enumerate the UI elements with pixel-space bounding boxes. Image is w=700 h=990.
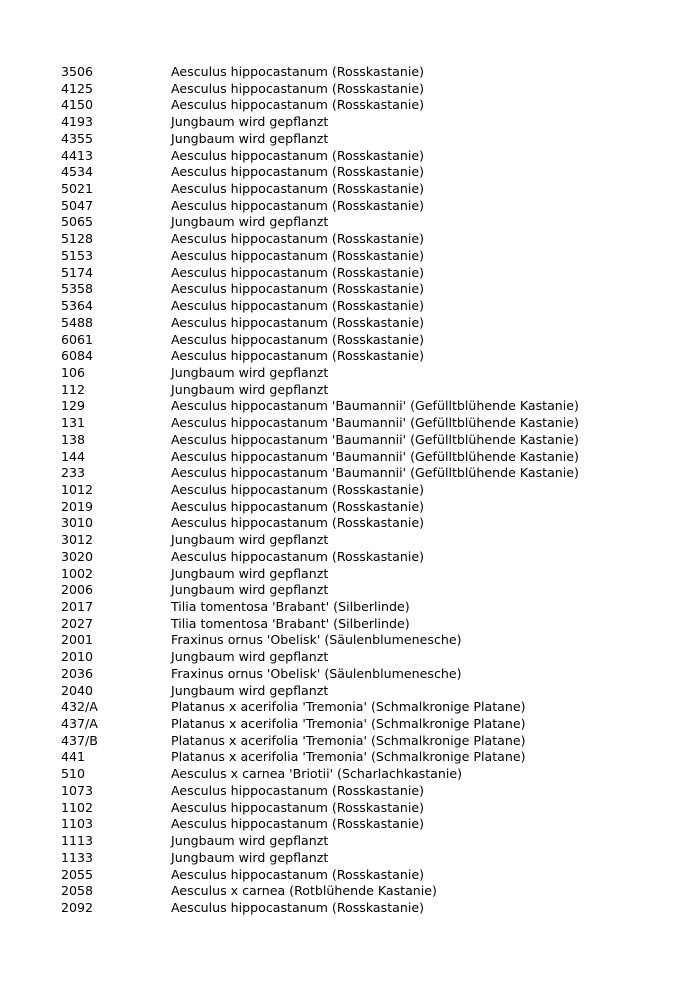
tree-number: 6084: [61, 348, 94, 364]
tree-number: 4193: [61, 114, 94, 130]
table-row: [61, 666, 661, 683]
tree-species: Aesculus x carnea 'Briotii' (Scharlachkastanie): [171, 766, 463, 782]
tree-species: Platanus x acerifolia 'Tremonia' (Schmalkronige Platane): [171, 732, 526, 748]
table-row: [61, 81, 661, 98]
tree-number: 1103: [61, 816, 94, 832]
tree-list: [61, 64, 661, 917]
tree-species: Jungbaum wird gepflanzt: [171, 532, 329, 548]
tree-species: Tilia tomentosa 'Brabant' (Silberlinde): [171, 615, 410, 631]
tree-number: 5128: [61, 231, 94, 247]
table-row: [61, 332, 661, 349]
table-row: [61, 883, 661, 900]
table-row: [61, 198, 661, 215]
tree-species: Aesculus hippocastanum 'Baumannii' (Gefülltblühende Kastanie): [171, 465, 579, 481]
tree-species: Aesculus hippocastanum 'Baumannii' (Gefülltblühende Kastanie): [171, 398, 579, 414]
tree-species: Aesculus hippocastanum (Rosskastanie): [171, 899, 424, 915]
tree-number: 1073: [61, 782, 94, 798]
tree-species: Aesculus hippocastanum (Rosskastanie): [171, 80, 424, 96]
tree-species: Aesculus hippocastanum (Rosskastanie): [171, 64, 424, 79]
table-row: [61, 499, 661, 516]
tree-number: 437/B: [61, 732, 98, 748]
table-row: [61, 382, 661, 399]
table-row: [61, 599, 661, 616]
table-row: [61, 582, 661, 599]
tree-number: 2027: [61, 615, 94, 631]
tree-number: 510: [61, 766, 86, 782]
tree-number: 2040: [61, 682, 94, 698]
table-row: [61, 248, 661, 265]
tree-number: 2006: [61, 582, 94, 598]
tree-number: 1002: [61, 565, 94, 581]
tree-species: Aesculus hippocastanum (Rosskastanie): [171, 331, 424, 347]
tree-species: Aesculus x carnea (Rotblühende Kastanie): [171, 883, 437, 899]
table-row: [61, 114, 661, 131]
tree-number: 441: [61, 749, 86, 765]
tree-number: 5047: [61, 197, 94, 213]
tree-species: Aesculus hippocastanum 'Baumannii' (Gefülltblühende Kastanie): [171, 431, 579, 447]
table-row: [61, 231, 661, 248]
table-row: [61, 298, 661, 315]
tree-species: Aesculus hippocastanum (Rosskastanie): [171, 515, 424, 531]
tree-number: 432/A: [61, 699, 98, 715]
tree-number: 144: [61, 448, 86, 464]
tree-number: 106: [61, 364, 86, 380]
tree-species: Platanus x acerifolia 'Tremonia' (Schmalkronige Platane): [171, 716, 526, 732]
table-row: [61, 699, 661, 716]
table-row: [61, 131, 661, 148]
tree-species: Aesculus hippocastanum (Rosskastanie): [171, 548, 424, 564]
tree-number: 4150: [61, 97, 94, 113]
tree-species: Aesculus hippocastanum (Rosskastanie): [171, 147, 424, 163]
table-row: [61, 833, 661, 850]
table-row: [61, 566, 661, 583]
tree-species: Jungbaum wird gepflanzt: [171, 849, 329, 865]
tree-number: 4125: [61, 80, 94, 96]
tree-number: 3010: [61, 515, 94, 531]
tree-number: 5488: [61, 314, 94, 330]
table-row: [61, 449, 661, 466]
table-row: [61, 783, 661, 800]
table-row: [61, 749, 661, 766]
tree-species: Aesculus hippocastanum (Rosskastanie): [171, 799, 424, 815]
table-row: [61, 432, 661, 449]
tree-number: 5364: [61, 298, 94, 314]
tree-number: 3506: [61, 64, 94, 79]
table-row: [61, 850, 661, 867]
table-row: [61, 97, 661, 114]
tree-number: 5358: [61, 281, 94, 297]
tree-number: 6061: [61, 331, 94, 347]
table-row: [61, 348, 661, 365]
table-row: [61, 315, 661, 332]
table-row: [61, 515, 661, 532]
table-row: [61, 398, 661, 415]
table-row: [61, 532, 661, 549]
tree-number: 2058: [61, 883, 94, 899]
tree-species: Aesculus hippocastanum (Rosskastanie): [171, 866, 424, 882]
tree-species: Jungbaum wird gepflanzt: [171, 130, 329, 146]
tree-number: 4355: [61, 130, 94, 146]
table-row: [61, 265, 661, 282]
tree-species: Aesculus hippocastanum 'Baumannii' (Gefülltblühende Kastanie): [171, 448, 579, 464]
tree-species: Jungbaum wird gepflanzt: [171, 582, 329, 598]
tree-species: Platanus x acerifolia 'Tremonia' (Schmalkronige Platane): [171, 749, 526, 765]
tree-number: 138: [61, 431, 86, 447]
tree-number: 2036: [61, 665, 94, 681]
tree-number: 437/A: [61, 716, 98, 732]
tree-number: 2055: [61, 866, 94, 882]
tree-number: 5021: [61, 181, 94, 197]
tree-species: Aesculus hippocastanum (Rosskastanie): [171, 348, 424, 364]
tree-number: 1133: [61, 849, 94, 865]
tree-species: Platanus x acerifolia 'Tremonia' (Schmalkronige Platane): [171, 699, 526, 715]
table-row: [61, 214, 661, 231]
table-row: [61, 549, 661, 566]
table-row: [61, 281, 661, 298]
table-row: [61, 766, 661, 783]
tree-species: Jungbaum wird gepflanzt: [171, 682, 329, 698]
tree-number: 3020: [61, 548, 94, 564]
tree-species: Aesculus hippocastanum (Rosskastanie): [171, 264, 424, 280]
tree-species: Aesculus hippocastanum (Rosskastanie): [171, 197, 424, 213]
tree-species: Jungbaum wird gepflanzt: [171, 364, 329, 380]
tree-number: 3012: [61, 532, 94, 548]
tree-number: 2092: [61, 899, 94, 915]
tree-number: 5153: [61, 247, 94, 263]
tree-species: Fraxinus ornus 'Obelisk' (Säulenblumenesche): [171, 665, 462, 681]
table-row: [61, 164, 661, 181]
tree-species: Aesculus hippocastanum (Rosskastanie): [171, 314, 424, 330]
table-row: [61, 867, 661, 884]
tree-species: Jungbaum wird gepflanzt: [171, 833, 329, 849]
tree-number: 2001: [61, 632, 94, 648]
tree-species: Aesculus hippocastanum (Rosskastanie): [171, 97, 424, 113]
table-row: [61, 616, 661, 633]
tree-species: Aesculus hippocastanum (Rosskastanie): [171, 231, 424, 247]
table-row: [61, 148, 661, 165]
tree-species: Jungbaum wird gepflanzt: [171, 214, 329, 230]
tree-species: Aesculus hippocastanum (Rosskastanie): [171, 181, 424, 197]
table-row: [61, 482, 661, 499]
tree-number: 4534: [61, 164, 94, 180]
table-row: [61, 632, 661, 649]
tree-species: Jungbaum wird gepflanzt: [171, 649, 329, 665]
table-row: [61, 800, 661, 817]
tree-species: Aesculus hippocastanum (Rosskastanie): [171, 247, 424, 263]
tree-species: Jungbaum wird gepflanzt: [171, 381, 329, 397]
table-row: [61, 683, 661, 700]
table-row: [61, 733, 661, 750]
tree-species: Aesculus hippocastanum (Rosskastanie): [171, 164, 424, 180]
table-row: [61, 716, 661, 733]
tree-number: 131: [61, 415, 86, 431]
tree-species: Aesculus hippocastanum 'Baumannii' (Gefülltblühende Kastanie): [171, 415, 579, 431]
tree-number: 5174: [61, 264, 94, 280]
table-row: [61, 181, 661, 198]
table-row: [61, 900, 661, 917]
tree-species: Aesculus hippocastanum (Rosskastanie): [171, 281, 424, 297]
tree-species: Jungbaum wird gepflanzt: [171, 114, 329, 130]
tree-species: Aesculus hippocastanum (Rosskastanie): [171, 481, 424, 497]
tree-species: Tilia tomentosa 'Brabant' (Silberlinde): [171, 599, 410, 614]
tree-species: Fraxinus ornus 'Obelisk' (Säulenblumenesche): [171, 632, 462, 648]
tree-number: 1012: [61, 481, 94, 497]
tree-number: 2010: [61, 649, 94, 665]
tree-species: Aesculus hippocastanum (Rosskastanie): [171, 816, 424, 832]
tree-number: 5065: [61, 214, 94, 230]
tree-species: Aesculus hippocastanum (Rosskastanie): [171, 498, 424, 514]
tree-species: Aesculus hippocastanum (Rosskastanie): [171, 782, 424, 798]
table-row: [61, 415, 661, 432]
table-row: [61, 465, 661, 482]
table-row: [61, 816, 661, 833]
tree-species: Aesculus hippocastanum (Rosskastanie): [171, 298, 424, 314]
table-row: [61, 649, 661, 666]
tree-number: 4413: [61, 147, 94, 163]
tree-number: 1113: [61, 833, 94, 849]
tree-species: Jungbaum wird gepflanzt: [171, 565, 329, 581]
table-row: [61, 64, 661, 81]
tree-number: 129: [61, 398, 86, 414]
tree-number: 2019: [61, 498, 94, 514]
tree-number: 2017: [61, 599, 94, 614]
tree-number: 112: [61, 381, 86, 397]
tree-number: 1102: [61, 799, 94, 815]
table-row: [61, 365, 661, 382]
tree-number: 233: [61, 465, 86, 481]
